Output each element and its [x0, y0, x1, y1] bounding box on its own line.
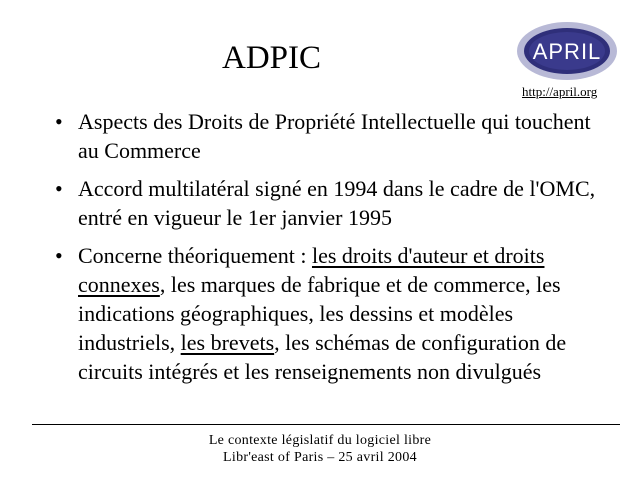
april-url-link[interactable]: http://april.org — [522, 84, 598, 99]
bullet-list — [52, 107, 612, 395]
slide-title: ADPIC — [222, 40, 322, 76]
bullet-item — [52, 174, 612, 232]
bullet-segment: , les schémas de configuration de circuits intégrés et les renseignements non divulgués — [78, 330, 567, 384]
underlined-segment: les brevets — [180, 330, 275, 355]
bullet-text — [78, 243, 566, 384]
bullet-text: Aspects des Droits de Propriété Intellectuelle qui touchent au Commerce — [78, 109, 591, 163]
bullet-segment: Concerne théoriquement : — [78, 243, 312, 268]
bullet-dot: • — [55, 176, 63, 201]
footer — [0, 432, 640, 466]
bullet-item — [52, 241, 612, 386]
bullet-item — [52, 107, 612, 165]
footer-divider — [32, 424, 620, 425]
april-logo — [516, 21, 618, 81]
bullet-dot: • — [55, 109, 63, 134]
bullet-text: Accord multilatéral signé en 1994 dans le cadre de l'OMC, entré en vigueur le 1er janvier 1995 — [78, 176, 596, 230]
footer-line-2: Libr'east of Paris – 25 avril 2004 — [223, 450, 417, 465]
bullet-dot: • — [55, 243, 63, 268]
underlined-segment: les droits d'auteur et droits connexes — [78, 243, 545, 297]
bullet-segment: , les marques de fabrique et de commerce, les indications géographiques, les dessins et modèles industriels, — [78, 272, 561, 355]
april-logo-text: APRIL — [532, 39, 602, 64]
footer-line-1: Le contexte législatif du logiciel libre — [208, 433, 432, 448]
